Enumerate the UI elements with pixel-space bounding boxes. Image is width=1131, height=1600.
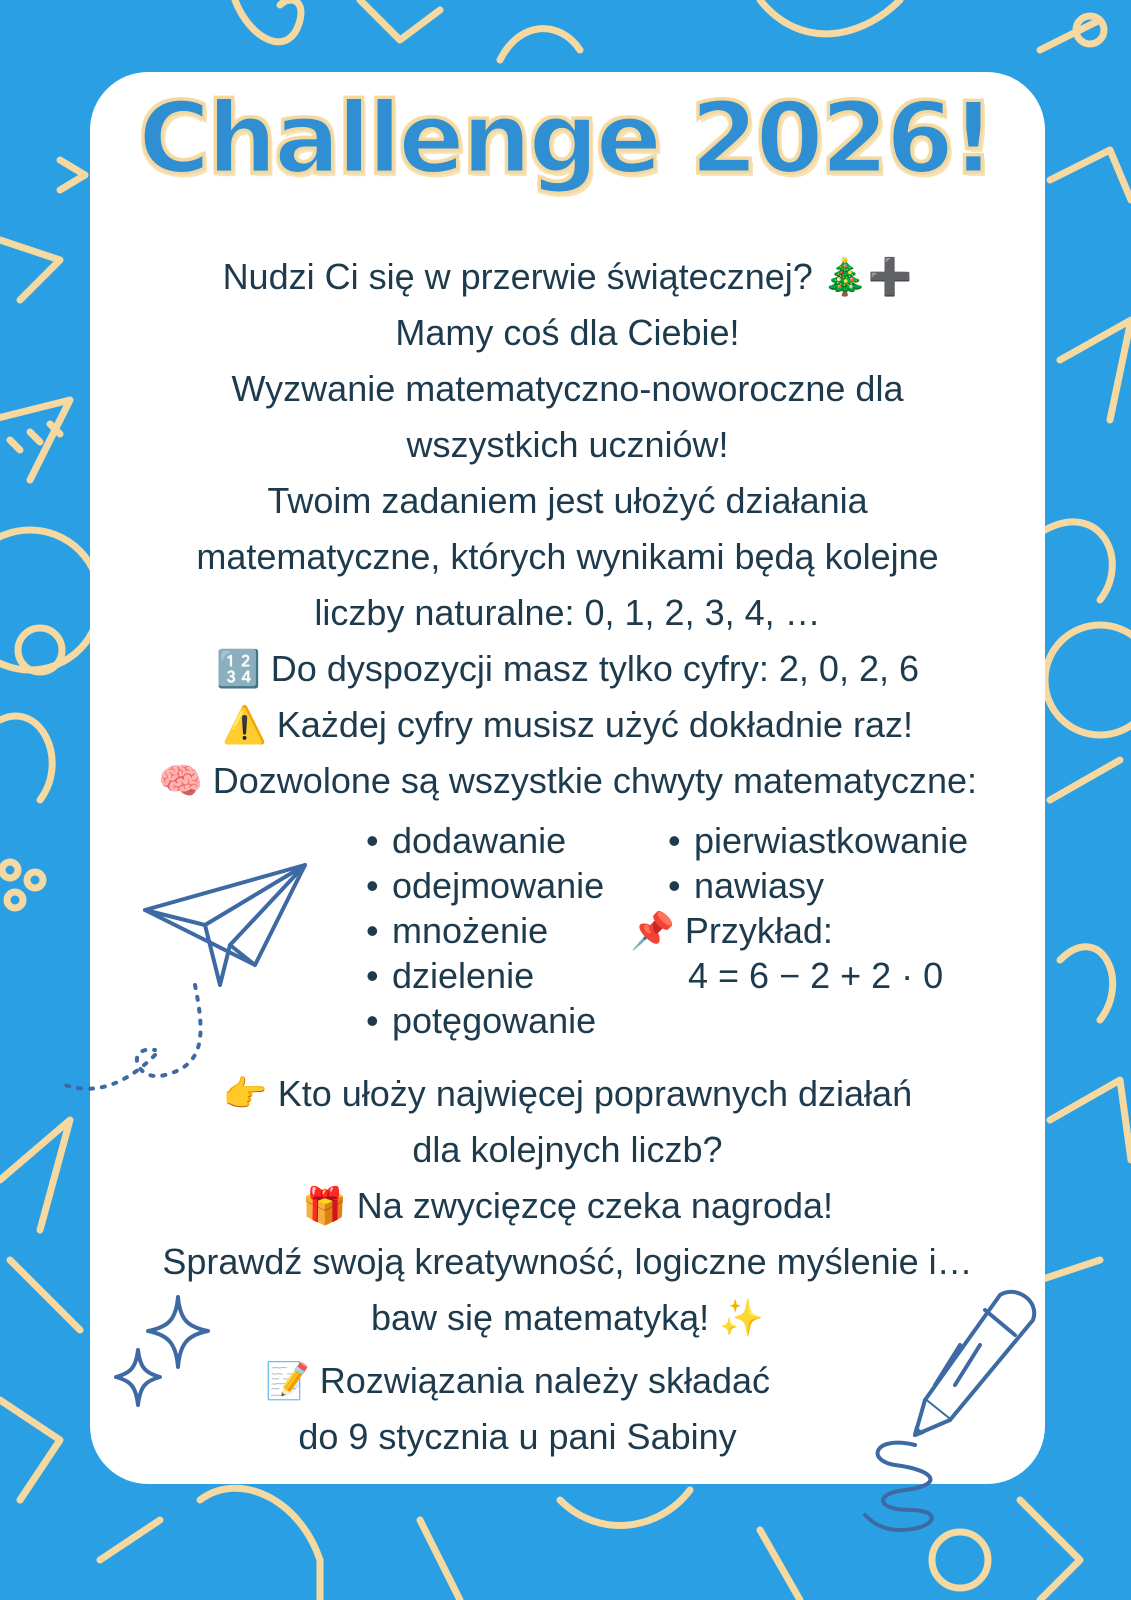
- list-item: • mnożenie: [366, 910, 549, 951]
- deadline-line-2: do 9 stycznia u pani Sabiny: [298, 1416, 737, 1457]
- outro-line-2: dla kolejnych liczb?: [412, 1129, 723, 1170]
- list-item: • dzielenie: [366, 955, 535, 996]
- bullet: •: [366, 1000, 379, 1041]
- bullet: •: [668, 865, 681, 906]
- list-item: • dodawanie: [366, 820, 567, 861]
- bullet: •: [366, 955, 379, 996]
- intro-line-3: Wyzwanie matematyczno-noworoczne dla: [231, 368, 904, 409]
- example-label: 📌 Przykład:: [630, 910, 833, 951]
- bullet: •: [668, 820, 681, 861]
- bullet: •: [366, 820, 379, 861]
- list-item: • potęgowanie: [366, 1000, 597, 1041]
- intro-line-2: Mamy coś dla Ciebie!: [395, 312, 740, 353]
- bullet: •: [366, 910, 379, 951]
- intro-line-1: Nudzi Ci się w przerwie świątecznej? 🎄➕: [222, 256, 913, 297]
- list-item: • odejmowanie: [366, 865, 605, 906]
- rule-digits: 🔢 Do dyspozycji masz tylko cyfry: 2, 0, 2, 6: [215, 648, 920, 689]
- rule-allowed: 🧠 Dozwolone są wszystkie chwyty matematyczne:: [157, 760, 978, 801]
- operations-right-column: [630, 818, 968, 998]
- page-title: Challenge 2026!: [138, 82, 993, 196]
- sparkles-icon: [110, 1295, 220, 1420]
- pencil-icon: [855, 1285, 1055, 1535]
- operations-left-column: [366, 818, 604, 1043]
- bullet: •: [366, 865, 379, 906]
- intro-line-5: Twoim zadaniem jest ułożyć działania: [267, 480, 868, 521]
- outro-line-5: baw się matematyką! ✨: [371, 1297, 764, 1338]
- intro-line-6: matematyczne, których wynikami będą kolejne: [196, 536, 939, 577]
- outro-line-1: 👉 Kto ułoży najwięcej poprawnych działań: [222, 1073, 913, 1114]
- deadline-line-1: 📝 Rozwiązania należy składać: [264, 1360, 771, 1401]
- intro-line-4: wszystkich uczniów!: [406, 424, 729, 465]
- paper-plane-icon: [55, 855, 320, 1115]
- list-item: • pierwiastkowanie: [668, 820, 969, 861]
- outro-line-3: 🎁 Na zwycięzcę czeka nagroda!: [301, 1185, 834, 1226]
- list-item: • nawiasy: [668, 865, 825, 906]
- rule-once: ⚠️ Każdej cyfry musisz użyć dokładnie raz!: [221, 704, 914, 745]
- intro-line-7: liczby naturalne: 0, 1, 2, 3, 4, …: [314, 592, 821, 633]
- outro-line-4: Sprawdź swoją kreatywność, logiczne myślenie i…: [162, 1241, 973, 1282]
- intro-text: [90, 249, 1045, 809]
- example-equation: 4 = 6 − 2 + 2 · 0: [688, 955, 944, 996]
